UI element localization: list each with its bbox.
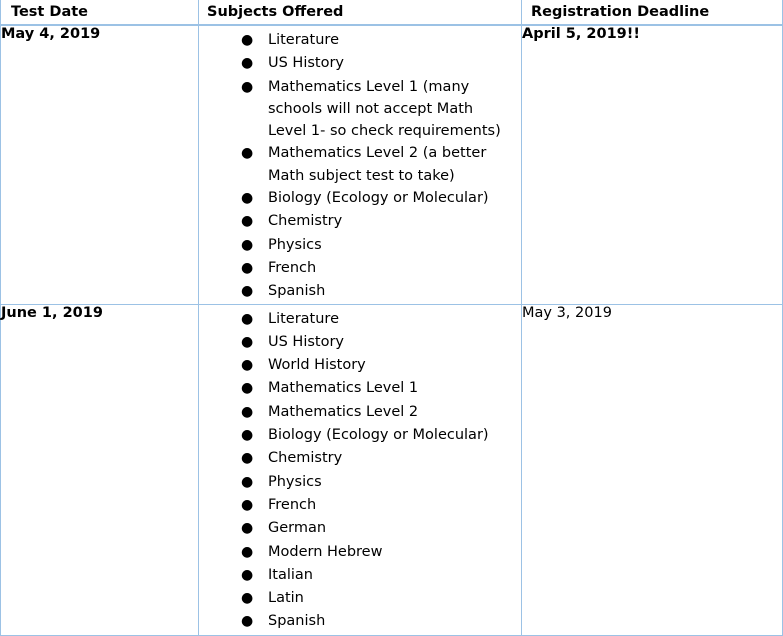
bullet-icon: ● [241,55,254,72]
bullet-icon: ● [241,145,254,162]
list-item: ● Biology (Ecology or Molecular) [199,187,521,210]
registration-deadline-cell: April 5, 2019!! [522,25,783,304]
bullet-icon: ● [241,357,254,374]
bullet-icon: ● [241,473,254,490]
table-row [1,304,783,635]
test-date-cell: June 1, 2019 [1,304,199,635]
header-test-date: Test Date [1,0,199,25]
subjects-cell [199,25,522,304]
list-item: ● French [199,494,521,517]
list-item: ● Mathematics Level 1 [199,377,521,400]
list-item: ● US History [199,52,521,75]
list-item: ● German [199,517,521,540]
list-item: ● Physics [199,471,521,494]
subjects-list [199,305,521,634]
list-item: ● Literature [199,29,521,52]
list-item: ● Spanish [199,610,521,633]
list-item: ● Chemistry [199,447,521,470]
registration-deadline-cell: May 3, 2019 [522,304,783,635]
bullet-icon: ● [241,213,254,230]
bullet-icon: ● [241,190,254,207]
bullet-icon: ● [241,310,254,327]
list-item: ● Mathematics Level 1 (many schools will not accept Math Level 1- so check requirements) [199,76,521,143]
list-item: ● Physics [199,234,521,257]
bullet-icon: ● [241,259,254,276]
subjects-list [199,26,521,304]
list-item: ● Spanish [199,280,521,303]
list-item: ● Mathematics Level 2 (a better Math subject test to take) [199,142,521,187]
bullet-icon: ● [241,450,254,467]
bullet-icon: ● [241,427,254,444]
list-item: ● Latin [199,587,521,610]
bullet-icon: ● [241,32,254,48]
subjects-cell [199,304,522,635]
test-date-cell: May 4, 2019 [1,25,199,304]
list-item: ● US History [199,331,521,354]
header-subjects-offered: Subjects Offered [199,0,522,25]
bullet-icon: ● [241,496,254,513]
header-row [1,0,783,25]
list-item: ● Biology (Ecology or Molecular) [199,424,521,447]
list-item: ● World History [199,354,521,377]
bullet-icon: ● [241,78,254,95]
bullet-icon: ● [241,520,254,537]
list-item: ● Modern Hebrew [199,541,521,564]
bullet-icon: ● [241,236,254,253]
header-registration-deadline: Registration Deadline [522,0,783,25]
bullet-icon: ● [241,613,254,630]
bullet-icon: ● [241,590,254,607]
list-item: ● Literature [199,308,521,331]
bullet-icon: ● [241,380,254,397]
bullet-icon: ● [241,403,254,420]
list-item: ● Chemistry [199,210,521,233]
bullet-icon: ● [241,283,254,300]
table-row [1,25,783,304]
bullet-icon: ● [241,566,254,583]
list-item: ● Italian [199,564,521,587]
list-item: ● Mathematics Level 2 [199,401,521,424]
bullet-icon: ● [241,543,254,560]
bullet-icon: ● [241,333,254,350]
list-item: ● French [199,257,521,280]
